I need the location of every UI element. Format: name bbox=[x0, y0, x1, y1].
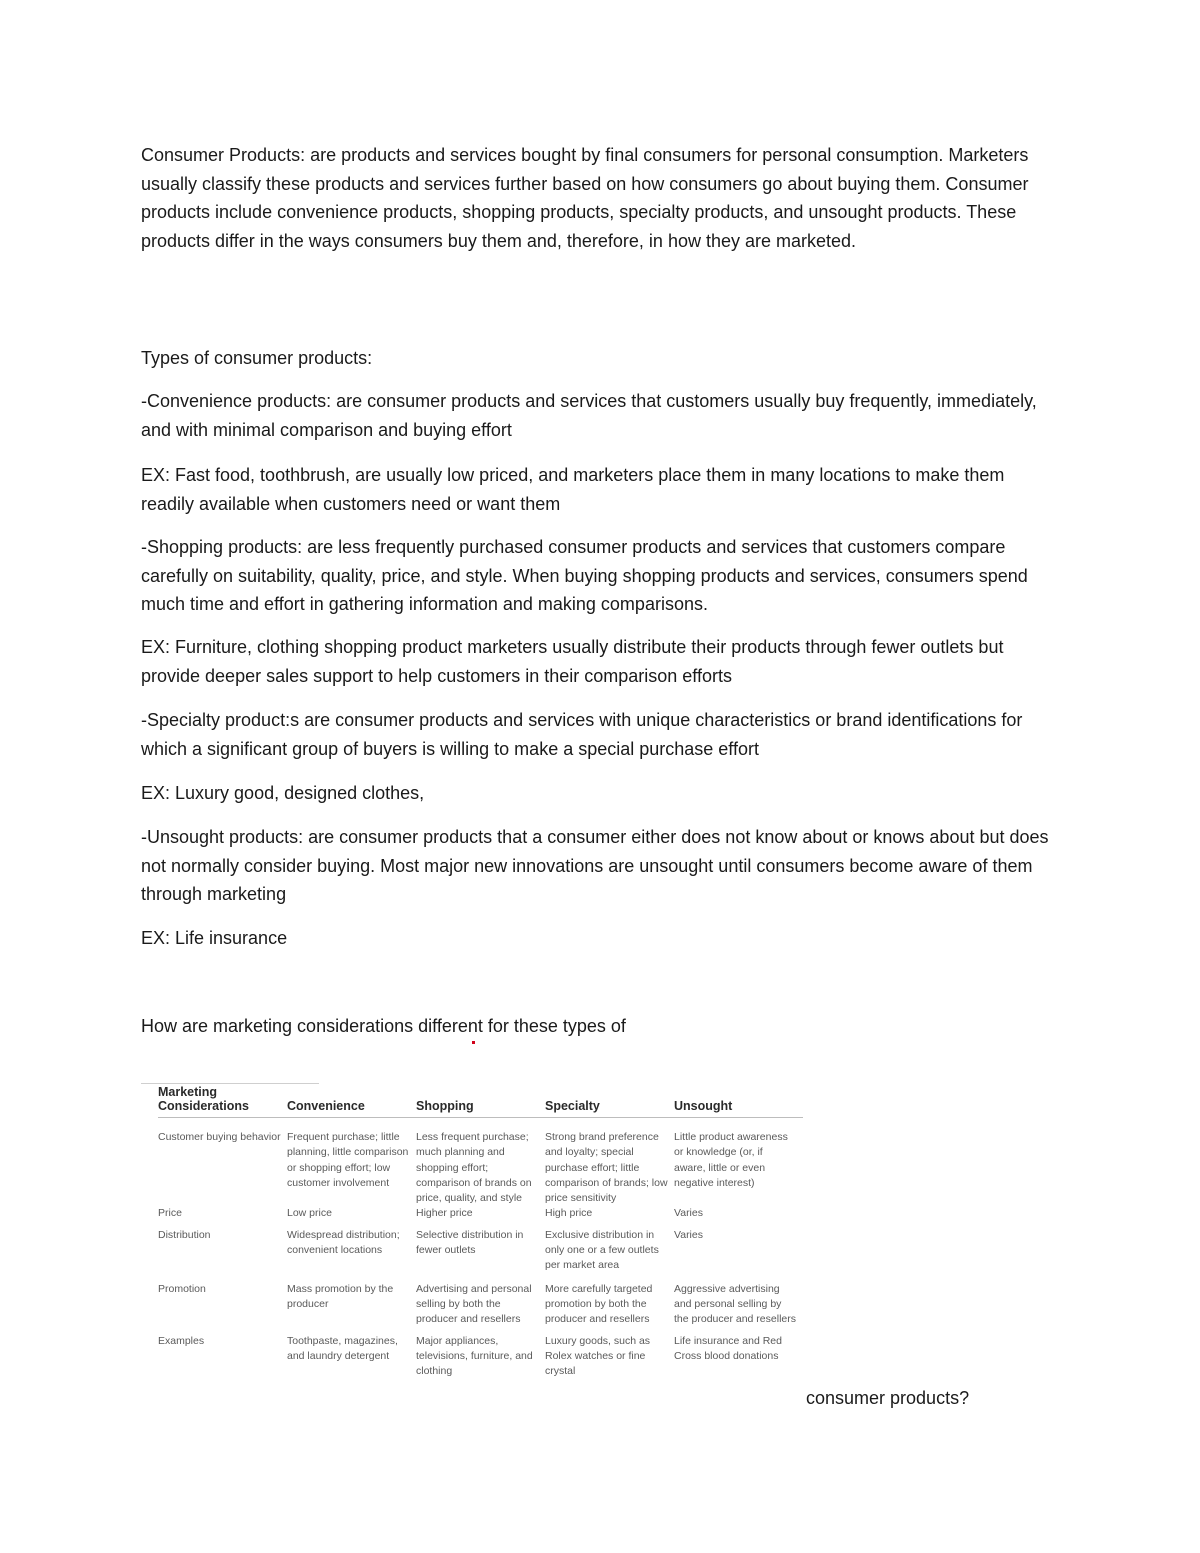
table-header-row bbox=[158, 1085, 803, 1118]
table-cell: High price bbox=[545, 1207, 593, 1220]
table-cell: Mass promotion by the producer bbox=[287, 1282, 394, 1310]
table-cell: Aggressive advertising and personal selling by the producer and resellers bbox=[674, 1282, 796, 1326]
table-row bbox=[158, 1222, 803, 1274]
shopping-definition: -Shopping products: are less frequently purchased consumer products and services that customers compare carefully on suitability, quality, price, and style. When buying shopping products and services, consumers spend much time and effort in gathering information and making comparisons. bbox=[141, 537, 1028, 614]
table-top-rule bbox=[141, 1083, 319, 1084]
header-unsought: Unsought bbox=[674, 1085, 803, 1118]
table-cell: Exclusive distribution in only one or a few outlets per market area bbox=[545, 1228, 659, 1272]
types-heading: Types of consumer products: bbox=[141, 348, 373, 368]
table-row bbox=[158, 1328, 803, 1380]
specialty-example: EX: Luxury good, designed clothes, bbox=[141, 783, 425, 803]
table-cell: Strong brand preference and loyalty; special purchase effort; little comparison of brands; low price sensitivity bbox=[545, 1131, 668, 1205]
table-cell: Selective distribution in fewer outlets bbox=[416, 1228, 524, 1257]
table-cell: Higher price bbox=[416, 1207, 473, 1220]
row-label: Promotion bbox=[158, 1282, 206, 1295]
row-label: Examples bbox=[158, 1334, 205, 1347]
table-row bbox=[158, 1118, 803, 1207]
table-cell: Widespread distribution; convenient locations bbox=[287, 1228, 400, 1257]
shopping-example: EX: Furniture, clothing shopping product marketers usually distribute their products through fewer outlets but provide deeper sales support to help customers in their comparison efforts bbox=[141, 637, 1004, 686]
table-cell: Less frequent purchase; much planning and shopping effort; comparison of brands on price, quality, and style bbox=[416, 1131, 532, 1205]
table-cell: Little product awareness or knowledge (or, if aware, little or even negative interest) bbox=[674, 1131, 788, 1189]
header-convenience: Convenience bbox=[287, 1085, 416, 1118]
intro-paragraph: Consumer Products: are products and services bought by final consumers for personal consumption. Marketers usually classify these products and services further based on how consumers go about buying them. Consumer products include convenience products, shopping products, specialty products, and unsought products. These products differ in the ways consumers buy them and, therefore, in how they are marketed. bbox=[141, 145, 1029, 251]
header-specialty: Specialty bbox=[545, 1085, 674, 1118]
convenience-example: EX: Fast food, toothbrush, are usually low priced, and marketers place them in many locations to make them readily available when customers need or want them bbox=[141, 465, 1005, 514]
question-text-end: consumer products? bbox=[806, 1388, 970, 1408]
question-text-start: How are marketing considerations different for these types of bbox=[141, 1016, 626, 1036]
table-cell: Luxury goods, such as Rolex watches or fine crystal bbox=[545, 1334, 651, 1378]
header-shopping: Shopping bbox=[416, 1085, 545, 1118]
specialty-definition: -Specialty product:s are consumer products and services with unique characteristics or brand identifications for which a significant group of buyers is willing to make a special purchase effort bbox=[141, 710, 1023, 759]
row-label: Distribution bbox=[158, 1228, 211, 1241]
table-cell: Varies bbox=[674, 1207, 703, 1220]
table-cell: More carefully targeted promotion by both the producer and resellers bbox=[545, 1282, 653, 1326]
header-marketing-considerations: Marketing Considerations bbox=[158, 1085, 287, 1118]
marketing-considerations-table bbox=[158, 1085, 803, 1379]
table-cell: Varies bbox=[674, 1228, 703, 1241]
unsought-example: EX: Life insurance bbox=[141, 928, 288, 948]
table-row bbox=[158, 1274, 803, 1328]
table-cell: Life insurance and Red Cross blood donations bbox=[674, 1334, 782, 1362]
table-cell: Low price bbox=[287, 1207, 332, 1220]
table-row bbox=[158, 1206, 803, 1221]
row-label: Price bbox=[158, 1207, 182, 1220]
convenience-definition: -Convenience products: are consumer products and services that customers usually buy frequently, immediately, and with minimal comparison and buying effort bbox=[141, 391, 1037, 440]
table-cell: Toothpaste, magazines, and laundry detergent bbox=[287, 1334, 398, 1362]
table-cell: Advertising and personal selling by both the producer and resellers bbox=[416, 1282, 532, 1326]
spellcheck-mark bbox=[472, 1041, 475, 1044]
unsought-definition: -Unsought products: are consumer products that a consumer either does not know about or knows about but does not normally consider buying. Most major new innovations are unsought until consumers become aware of them through marketing bbox=[141, 827, 1049, 904]
row-label: Customer buying behavior bbox=[158, 1131, 281, 1143]
table-cell: Frequent purchase; little planning, little comparison or shopping effort; low customer involvement bbox=[287, 1131, 409, 1189]
marketing-considerations-table-image bbox=[141, 1080, 805, 1410]
table-cell: Major appliances, televisions, furniture, and clothing bbox=[416, 1334, 533, 1378]
